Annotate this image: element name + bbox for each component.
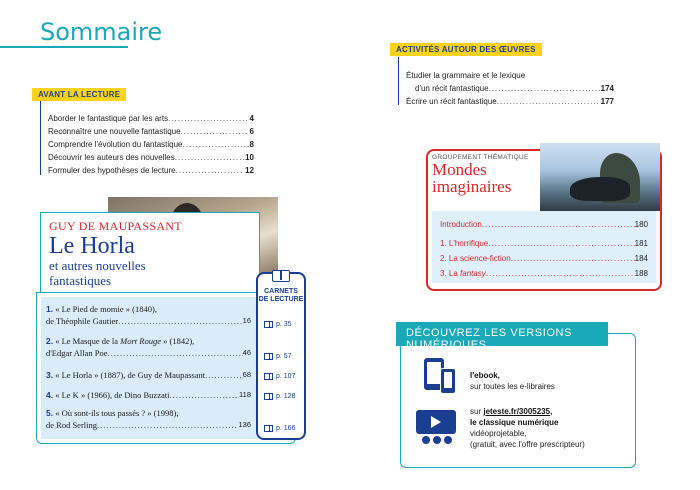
carnet-link[interactable]: p. 35 [264,321,292,328]
list-item: Étudier la grammaire et le lexique [406,71,526,80]
list-item[interactable]: Aborder le fantastique par les arts ..... 4 [48,112,254,125]
avant-tag: AVANT LA LECTURE [32,88,126,101]
list-item[interactable]: Reconnaître une nouvelle fantastique ..... 6 [48,125,254,138]
list-item[interactable]: 2. La science-fiction ..... 184 [440,251,648,266]
numerique-tag: DÉCOUVREZ LES VERSIONS NUMÉRIQUES [396,322,608,346]
activites-rule [398,57,399,105]
carnet-link[interactable]: p. 166 [264,425,295,432]
work-header [40,212,260,292]
videoprojection-icon [416,410,460,446]
work-item[interactable]: 4. « Le K » (1966), de Dino Buzzati ..... 118 [46,389,251,401]
page-title: Sommaire [40,18,163,46]
carnets-column [256,272,306,440]
work-author: GUY DE MAUPASSANT [49,219,182,233]
book-icon [264,373,273,380]
mondes-title-1: Mondes [432,160,487,179]
work-item[interactable]: 2. « Le Masque de la Mort Rouge » (1842), d'Edgar Allan Poe ..... 46 [46,335,251,359]
activites-list [406,69,614,108]
carnets-label-2: DE LECTURE [258,296,304,303]
fantasy-creature-image [540,143,660,211]
open-book-icon [272,270,290,282]
work-item[interactable]: 5. « Où sont-ils tous passés ? » (1998), de Rod Serling ..... 136 [46,407,251,431]
list-item[interactable]: 1. L'horrifique ..... 181 [440,236,648,251]
list-item[interactable]: Écrire un récit fantastique ..... 177 [406,95,614,108]
avant-rule [40,101,41,175]
list-item[interactable]: Découvrir les auteurs des nouvelles ..... 10 [48,151,254,164]
list-item[interactable]: Comprendre l'évolution du fantastique ..... 8 [48,138,254,151]
book-icon [264,321,273,328]
carnets-label: CARNETS [264,288,298,295]
list-item[interactable]: d'un récit fantastique ..... 174 [406,82,614,95]
carnet-link[interactable]: p. 107 [264,373,295,380]
book-icon [264,425,273,432]
work-title: Le Horla [49,233,135,259]
jeteste-link[interactable]: jeteste.fr/3005235 [483,407,551,416]
activites-tag: ACTIVITÉS AUTOUR DES ŒUVRES [390,43,542,56]
work-subtitle-1: et autres nouvelles [49,258,146,273]
book-icon [264,393,273,400]
mondes-list [432,211,656,283]
list-item[interactable]: Introduction ..... 180 [440,217,648,232]
work-item[interactable]: 1. « Le Pied de momie » (1840), de Théophile Gautier ..... 16 [46,303,251,327]
classique-text: sur jeteste.fr/3005235, le classique numérique vidéoprojetable, (gratuit, avec l'offre prescripteur) [470,407,585,449]
mondes-kicker: GROUPEMENT THÉMATIQUE [432,154,529,161]
title-underline [0,46,128,48]
book-icon [264,353,273,360]
ebook-text: l'ebook, sur toutes les e-libraires [470,371,555,391]
avant-list [48,112,254,177]
carnet-link[interactable]: p. 57 [264,353,292,360]
mondes-header [432,154,534,208]
carnet-link[interactable]: p. 128 [264,393,295,400]
list-item[interactable]: 3. La fantasy ..... 188 [440,266,648,281]
devices-icon [424,358,464,398]
work-subtitle-2: fantastiques [49,273,112,288]
list-item[interactable]: Formuler des hypothèses de lecture ..... 12 [48,164,254,177]
work-item[interactable]: 3. « Le Horla » (1887), de Guy de Maupassant ..... 68 [46,369,251,381]
mondes-title-2: imaginaires [432,177,512,196]
